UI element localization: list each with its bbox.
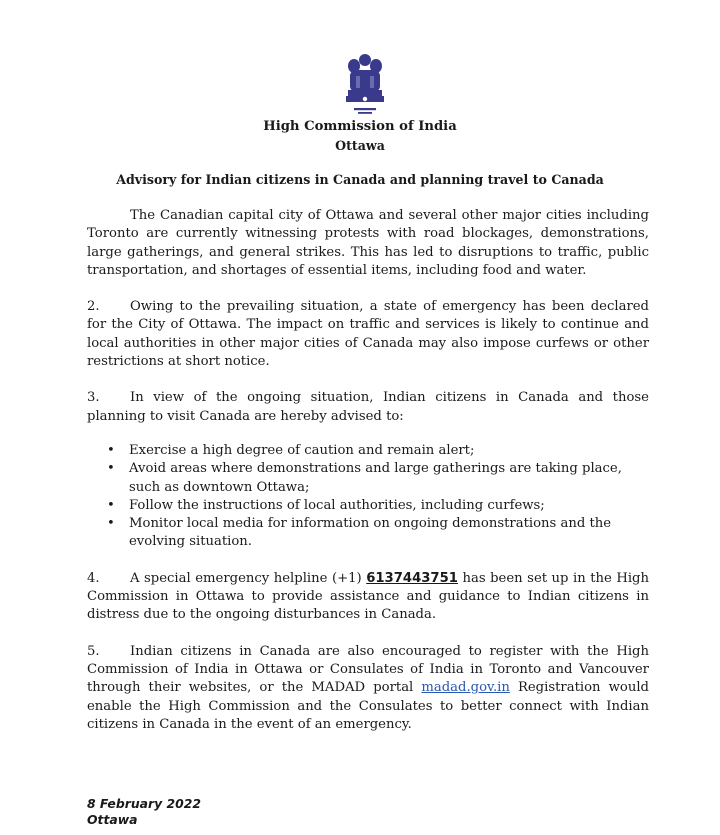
issue-date: 8 February 2022 bbox=[87, 796, 201, 811]
advisory-title: Advisory for Indian citizens in Canada and planning travel to Canada bbox=[116, 172, 604, 187]
bullet-icon: • bbox=[107, 497, 115, 513]
list-item: • Exercise a high degree of caution and remain alert; bbox=[107, 442, 649, 460]
paragraph-number: 5. bbox=[87, 643, 100, 659]
paragraph-number: 4. bbox=[87, 570, 100, 586]
madad-portal-link[interactable]: madad.gov.in bbox=[421, 680, 510, 696]
paragraph-2 bbox=[87, 298, 649, 371]
paragraph-text: In view of the ongoing situation, Indian citizens in Canada and those planning to visit Canada are hereby advised to: bbox=[87, 390, 649, 424]
paragraph-text: Owing to the prevailing situation, a state of emergency has been declared for the City of Ottawa. The impact on traffic and services is likely to continue and local authorities in other major cities of Canada may also impose curfews or other restrictions at short notice. bbox=[87, 299, 649, 370]
organization-name: High Commission of India bbox=[263, 119, 457, 134]
organization-city: Ottawa bbox=[335, 138, 385, 153]
bullet-icon: • bbox=[107, 442, 115, 458]
issue-place: Ottawa bbox=[87, 812, 138, 827]
advisory-body bbox=[87, 207, 649, 752]
paragraph-3 bbox=[87, 389, 649, 426]
paragraph-number: 2. bbox=[87, 299, 100, 315]
paragraph-number: 3. bbox=[87, 390, 100, 406]
paragraph-text: A special emergency helpline (+1) bbox=[130, 570, 362, 586]
paragraph-1: The Canadian capital city of Ottawa and several other major cities including Toronto are currently witnessing protests with road blockages, demonstrations, large gatherings, and general strikes. This has led to disruptions to traffic, public transportation, and shortages of essential items, including food and water. bbox=[87, 208, 649, 278]
list-item: • Avoid areas where demonstrations and large gatherings are taking place, such as downtown Ottawa; bbox=[107, 461, 622, 495]
helpline-number[interactable]: 6137443751 bbox=[366, 570, 458, 586]
bullet-icon: • bbox=[107, 461, 115, 477]
bullet-icon: • bbox=[107, 516, 115, 532]
paragraph-text: Registration would enable the High Commission and the Consulates to better connect with Indian citizens in Canada in the event of an emergency. bbox=[87, 680, 649, 732]
list-item: • Follow the instructions of local authorities, including curfews; bbox=[107, 497, 649, 515]
paragraph-5 bbox=[87, 643, 649, 734]
paragraph-text: Indian citizens in Canada are also encouraged to register with the High Commission of India in Ottawa or Consulates of India in Toronto and Vancouver through their websites, or the MADAD portal bbox=[87, 643, 649, 696]
ashoka-emblem-icon bbox=[340, 52, 390, 118]
list-item: • Monitor local media for information on ongoing demonstrations and the evolving situation. bbox=[107, 516, 612, 550]
paragraph-4 bbox=[87, 570, 649, 625]
advice-list bbox=[87, 442, 649, 552]
signature-block bbox=[87, 796, 201, 828]
paragraph-text: has been set up in the High Commission in Ottawa to provide assistance and guidance to Indian citizens in distress due to the ongoing disturbances in Canada. bbox=[87, 570, 649, 623]
letterhead bbox=[0, 117, 720, 155]
